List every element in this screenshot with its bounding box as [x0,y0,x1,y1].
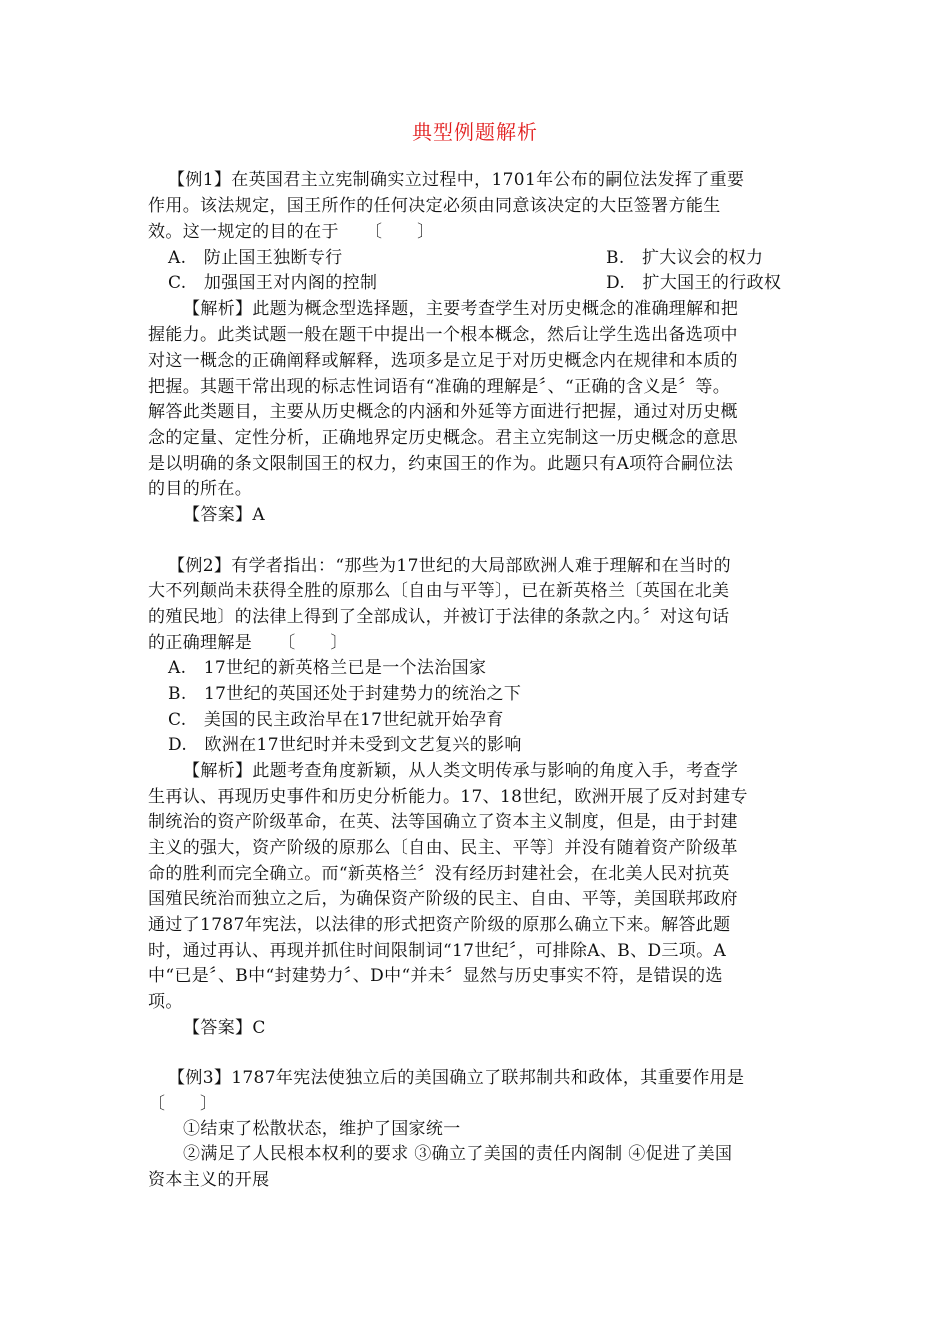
ex1-answer: 【答案】A [183,505,266,525]
ex1-question-line: 效。这一规定的目的在于 〔 〕 [148,222,435,242]
ex2-analysis-line: 命的胜利而完全确立。而“新英格兰〞没有经历封建社会，在北美人民对抗英 [148,864,730,884]
ex2-answer: 【答案】C [183,1018,266,1038]
ex2-option-c: C. 美国的民主政治早在17世纪就开始孕育 [168,710,504,730]
ex2-question-line: 的正确理解是 〔 〕 [148,633,348,653]
ex3-question-line: 【例3】1787年宪法使独立后的美国确立了联邦制共和政体，其重要作用是 [168,1068,745,1088]
page-title: 典型例题解析 [412,120,538,144]
ex1-option-a: A. 防止国王独断专行 [168,248,343,268]
ex2-analysis-line: 制统治的资产阶级革命，在英、法等国确立了资本主义制度，但是，由于封建 [148,812,738,832]
ex1-analysis-line: 解答此类题目，主要从历史概念的内涵和外延等方面进行把握，通过对历史概 [148,402,738,422]
ex2-option-a: A. 17世纪的新英格兰已是一个法治国家 [168,658,487,678]
ex1-option-c: C. 加强国王对内阁的控制 [168,273,378,293]
ex2-question-line: 【例2】有学者指出：“那些为17世纪的大局部欧洲人难于理解和在当时的 [168,556,732,576]
ex1-option-b: B. 扩大议会的权力 [606,248,764,268]
ex2-question-line: 大不列颠尚未获得全胜的原那么〔自由与平等〕，已在新英格兰〔英国在北美 [148,581,730,601]
ex3-statement-line: ①结束了松散状态，维护了国家统一 [183,1119,461,1139]
ex2-analysis-line: 中“已是〞、B中“封建势力〞、D中“并未〞显然与历史事实不符，是错误的选 [148,966,723,986]
ex2-analysis-line: 国殖民统治而独立之后，为确保资产阶级的民主、自由、平等，美国联邦政府 [148,889,738,909]
ex1-analysis-line: 【解析】此题为概念型选择题，主要考查学生对历史概念的准确理解和把 [183,299,739,319]
ex1-analysis-line: 念的定量、定性分析，正确地界定历史概念。君主立宪制这一历史概念的意思 [148,428,738,448]
ex2-option-b: B. 17世纪的英国还处于封建势力的统治之下 [168,684,522,704]
ex1-analysis-line: 是以明确的条文限制国王的权力，约束国王的作为。此题只有A项符合嗣位法 [148,454,734,474]
ex1-analysis-line: 的目的所在。 [148,479,253,499]
ex2-analysis-line: 时，通过再认、再现并抓住时间限制词“17世纪〞，可排除A、B、D三项。A [148,941,727,961]
ex1-analysis-line: 对这一概念的正确阐释或解释，选项多是立足于对历史概念内在规律和本质的 [148,351,738,371]
ex2-analysis-line: 生再认、再现历史事件和历史分析能力。17、18世纪，欧洲开展了反对封建专 [148,787,748,807]
ex1-option-d: D. 扩大国王的行政权 [606,273,782,293]
ex3-question-line: 〔 〕 [148,1094,218,1114]
ex1-analysis-line: 把握。其题干常出现的标志性词语有“准确的理解是〞、“正确的含义是〞等。 [148,377,731,397]
ex2-analysis-line: 【解析】此题考查角度新颖，从人类文明传承与影响的角度入手，考查学 [183,761,739,781]
ex2-analysis-line: 主义的强大，资产阶级的原那么〔自由、民主、平等〕并没有随着资产阶级革 [148,838,738,858]
ex1-analysis-line: 握能力。此类试题一般在题干中提出一个根本概念，然后让学生选出备选项中 [148,325,738,345]
ex2-analysis-line: 项。 [148,992,183,1012]
ex3-statement-line: 资本主义的开展 [148,1170,270,1190]
ex3-statement-line: ②满足了人民根本权利的要求 ③确立了美国的责任内阁制 ④促进了美国 [183,1144,733,1164]
ex2-option-d: D. 欧洲在17世纪时并未受到文艺复兴的影响 [168,735,522,755]
ex1-question-line: 作用。该法规定，国王所作的任何决定必须由同意该决定的大臣签署方能生 [148,196,721,216]
ex2-analysis-line: 通过了1787年宪法，以法律的形式把资产阶级的原那么确立下来。解答此题 [148,915,731,935]
ex2-question-line: 的殖民地〕的法律上得到了全部成认，并被订于法律的条款之内。〞对这句话 [148,607,730,627]
ex1-question-line: 【例1】在英国君主立宪制确实立过程中，1701年公布的嗣位法发挥了重要 [168,170,745,190]
